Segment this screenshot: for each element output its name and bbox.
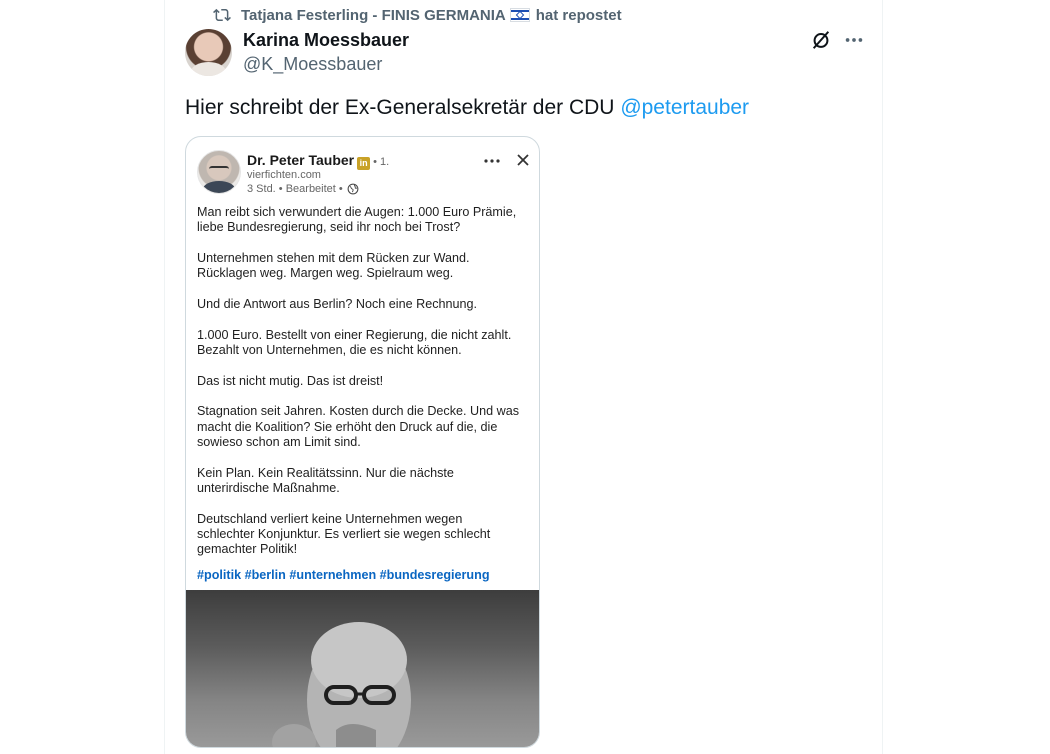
linkedin-paragraph: Unternehmen stehen mit dem Rücken zur Wand. Rücklagen weg. Margen weg. Spielraum weg. [197,250,470,281]
author-name[interactable]: Karina Moessbauer [243,30,410,50]
linkedin-paragraph: Deutschland verliert keine Unternehmen wegen schlechter Konjunktur. Es verliert sie wegen schlecht gemachter Politik! [197,511,491,557]
portrait-photo [186,590,540,748]
repost-suffix: hat repostet [535,6,622,24]
linkedin-close-icon [516,153,530,167]
linkedin-author-name: Dr. Peter Tauber in • 1. [247,152,390,168]
more-options-icon[interactable] [843,29,865,51]
mention-link[interactable]: @petertauber [620,96,750,119]
grok-icon[interactable] [810,29,832,51]
linkedin-badge-icon: in [357,157,370,170]
globe-icon [347,183,359,195]
linkedin-paragraph: 1.000 Euro. Bestellt von einer Regierung, die nicht zahlt. Bezahlt von Unternehmen, die es nicht können. [197,327,512,357]
repost-user[interactable]: Tatjana Festerling - FINIS GERMANIA [241,6,506,24]
linkedin-degree: • 1. [373,156,390,168]
linkedin-paragraph: Stagnation seit Jahren. Kosten durch die Decke. Und was macht die Koalition? Sie erhöht den Druck auf die, die sowieso schon am Limit sind. [197,404,520,449]
linkedin-paragraph: Man reibt sich verwundert die Augen: 1.000 Euro Prämie, liebe Bundesregierung, seid ihr noch bei Trost? [197,205,517,235]
linkedin-hashtags: #politik #berlin #unternehmen #bundesregierung [197,568,490,582]
timeline-column [164,0,883,754]
repost-icon [213,6,231,24]
linkedin-avatar [197,150,241,194]
linkedin-site: vierfichten.com [247,169,321,181]
linkedin-paragraph: Das ist nicht mutig. Das ist dreist! [197,373,384,388]
tweet-text: Hier schreibt der Ex-Generalsekretär der CDU @petertauber [185,96,750,119]
linkedin-paragraph: Kein Plan. Kein Realitätssinn. Nur die nächste unterirdische Maßnahme. [197,465,454,495]
linkedin-paragraph: Und die Antwort aus Berlin? Noch eine Rechnung. [197,296,478,311]
linkedin-post-body [197,205,537,573]
linkedin-more-icon [483,154,501,168]
tweet-media-image[interactable] [185,136,540,748]
repost-indicator[interactable] [213,5,622,25]
linkedin-timestamp: 3 Std. • Bearbeitet • [247,183,359,195]
israel-flag-icon [510,8,530,22]
author-handle[interactable]: @K_Moessbauer [243,54,383,74]
avatar[interactable] [185,29,232,76]
